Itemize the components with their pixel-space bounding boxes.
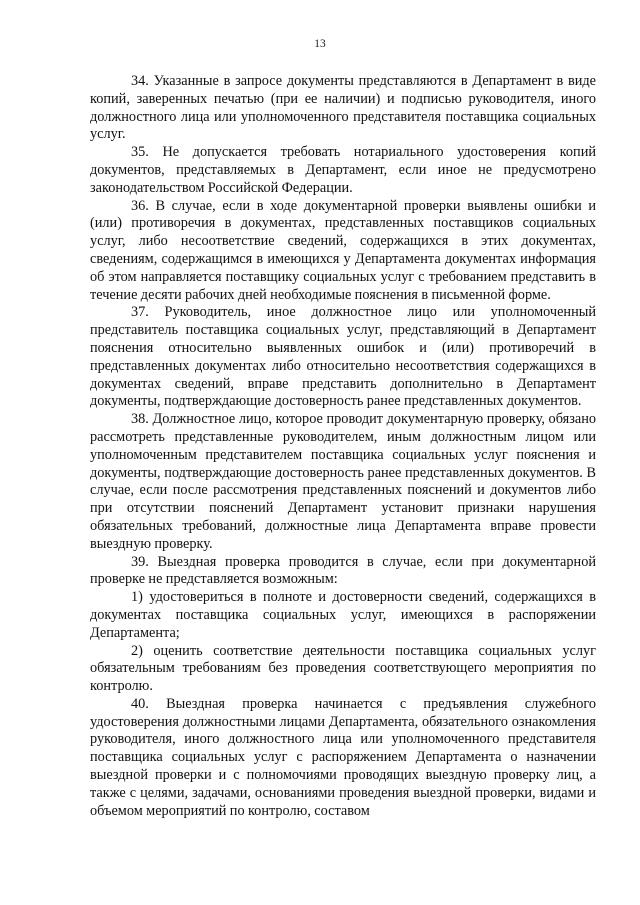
- paragraph-34: 34. Указанные в запросе документы представляются в Департамент в виде копий, заверенных печатью (при ее наличии) и подписью руководителя, иного должностного лица или уполномоченного представителя поставщика социальных услуг.: [90, 73, 596, 143]
- paragraph-38: 38. Должностное лицо, которое проводит документарную проверку, обязано рассмотреть представленные руководителем, иным должностным лицом или уполномоченным представителем поставщика социальных услуг пояснения и документы, подтверждающие достоверность ранее представленных документов. В случае, если после рассмотрения представленных пояснений и документов либо при отсутствии пояснений Департамент установит признаки нарушения обязательных требований, должностные лица Департамента вправе провести выездную проверку.: [90, 411, 596, 552]
- paragraph-39-item-1: 1) удостовериться в полноте и достоверности сведений, содержащихся в документах поставщика социальных услуг, имеющихся в распоряжении Департамента;: [90, 589, 596, 641]
- paragraph-37: 37. Руководитель, иное должностное лицо или уполномоченный представитель поставщика социальных услуг, представляющий в Департамент пояснения относительно выявленных ошибок и (или) противоречий в представленных документах либо относительно несоответствия содержащихся в документах сведений, вправе представить дополнительно в Департамент документы, подтверждающие достоверность ранее представленных документов.: [90, 304, 596, 410]
- paragraph-39: 39. Выездная проверка проводится в случае, если при документарной проверке не представляется возможным:: [90, 553, 596, 588]
- document-body: [90, 73, 596, 820]
- page-number: 13: [314, 38, 326, 50]
- paragraph-39-item-2: 2) оценить соответствие деятельности поставщика социальных услуг обязательным требованиям без проведения соответствующего мероприятия по контролю.: [90, 642, 596, 695]
- paragraph-35: 35. Не допускается требовать нотариального удостоверения копий документов, представляемых в Департамент, если иное не предусмотрено законодательством Российской Федерации.: [90, 144, 596, 196]
- paragraph-36: 36. В случае, если в ходе документарной проверки выявлены ошибки и (или) противоречия в документах, представленных поставщиков социальных услуг, либо несоответствие сведений, содержащихся в этих документах, сведениям, содержащимся в имеющихся у Департамента документах информация об этом направляется поставщику социальных услуг с требованием представить в течение десяти рабочих дней необходимые пояснения в письменной форме.: [90, 197, 596, 303]
- paragraph-40: 40. Выездная проверка начинается с предъявления служебного удостоверения должностными лицами Департамента, обязательного ознакомления руководителя, иного должностного лица или уполномоченного представителя поставщика социальных услуг с распоряжением Департамента о назначении выездной проверки и с полномочиями проводящих выездную проверку лиц, а также с целями, задачами, основаниями проведения выездной проверки, видами и объемом мероприятий по контролю, составом: [90, 695, 596, 819]
